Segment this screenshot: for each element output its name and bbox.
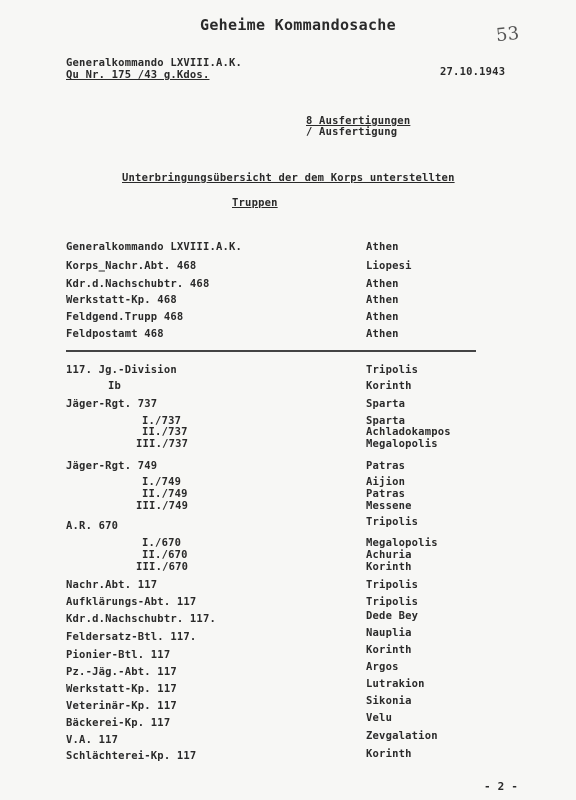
unit-location: Velu (366, 712, 393, 724)
unit-location: Athen (366, 278, 399, 290)
unit-location: Athen (366, 241, 399, 253)
unit-location: Aijion (366, 476, 406, 488)
unit-location: Sikonia (366, 695, 412, 707)
unit-location: Tripolis (366, 516, 419, 528)
section-divider (66, 350, 476, 352)
unit-name: Feldersatz-Btl. 117. (66, 631, 197, 643)
unit-location: Zevgalation (366, 730, 438, 742)
unit-location: Tripolis (366, 596, 419, 608)
unit-location: Korinth (366, 561, 412, 573)
unit-location: Korinth (366, 644, 412, 656)
copies-total: 8 Ausfertigungen (306, 115, 411, 127)
unit-name: Jäger-Rgt. 737 (66, 398, 158, 410)
unit-location: Athen (366, 311, 399, 323)
unit-name: III./749 (136, 500, 189, 512)
page-number: - 2 - (484, 780, 519, 793)
unit-name: V.A. 117 (66, 734, 119, 746)
unit-location: Achuria (366, 549, 412, 561)
unit-name: Feldgend.Trupp 468 (66, 311, 184, 323)
unit-name: Korps_Nachr.Abt. 468 (66, 260, 197, 272)
unit-name: A.R. 670 (66, 520, 119, 532)
unit-location: Korinth (366, 380, 412, 392)
unit-name: Nachr.Abt. 117 (66, 579, 158, 591)
unit-name: I./749 (142, 476, 182, 488)
unit-name: I./670 (142, 537, 182, 549)
unit-name: Pz.-Jäg.-Abt. 117 (66, 666, 177, 678)
unit-location: Patras (366, 460, 406, 472)
unit-name: I./737 (142, 415, 182, 427)
table-heading: Unterbringungsübersicht der dem Korps unterstellten (122, 172, 455, 184)
unit-name: II./749 (142, 488, 188, 500)
unit-name: Aufklärungs-Abt. 117 (66, 596, 197, 608)
unit-location: Liopesi (366, 260, 412, 272)
unit-location: Megalopolis (366, 438, 438, 450)
unit-location: Patras (366, 488, 406, 500)
unit-location: Dede Bey (366, 610, 419, 622)
unit-name: Werkstatt-Kp. 468 (66, 294, 177, 306)
unit-location: Megalopolis (366, 537, 438, 549)
document-title: Geheime Kommandosache (200, 16, 396, 34)
unit-name: Ib (108, 380, 122, 392)
unit-location: Korinth (366, 748, 412, 760)
unit-location: Achladokampos (366, 426, 451, 438)
unit-name: Generalkommando LXVIII.A.K. (66, 241, 243, 253)
unit-name: Kdr.d.Nachschubtr. 468 (66, 278, 210, 290)
unit-name: III./670 (136, 561, 189, 573)
unit-name: Veterinär-Kp. 117 (66, 700, 177, 712)
unit-location: Nauplia (366, 627, 412, 639)
document-date: 27.10.1943 (440, 66, 506, 78)
copy-number: / Ausfertigung (306, 126, 398, 138)
unit-name: Werkstatt-Kp. 117 (66, 683, 177, 695)
archive-number: 53 (494, 22, 521, 47)
unit-name: II./670 (142, 549, 188, 561)
unit-name: Feldpostamt 468 (66, 328, 164, 340)
table-heading-cont: Truppen (232, 197, 278, 209)
unit-location: Tripolis (366, 579, 419, 591)
unit-name: Bäckerei-Kp. 117 (66, 717, 171, 729)
unit-location: Messene (366, 500, 412, 512)
unit-name: II./737 (142, 426, 188, 438)
unit-location: Sparta (366, 415, 406, 427)
sender-line-2: Qu Nr. 175 /43 g.Kdos. (66, 69, 210, 81)
unit-location: Sparta (366, 398, 406, 410)
unit-location: Lutrakion (366, 678, 425, 690)
unit-name: Schlächterei-Kp. 117 (66, 750, 197, 762)
unit-name: 117. Jg.-Division (66, 364, 177, 376)
unit-name: III./737 (136, 438, 189, 450)
unit-name: Jäger-Rgt. 749 (66, 460, 158, 472)
unit-location: Argos (366, 661, 399, 673)
unit-location: Tripolis (366, 364, 419, 376)
unit-location: Athen (366, 328, 399, 340)
unit-name: Pionier-Btl. 117 (66, 649, 171, 661)
unit-location: Athen (366, 294, 399, 306)
unit-name: Kdr.d.Nachschubtr. 117. (66, 613, 216, 625)
sender-line-1: Generalkommando LXVIII.A.K. (66, 57, 243, 69)
